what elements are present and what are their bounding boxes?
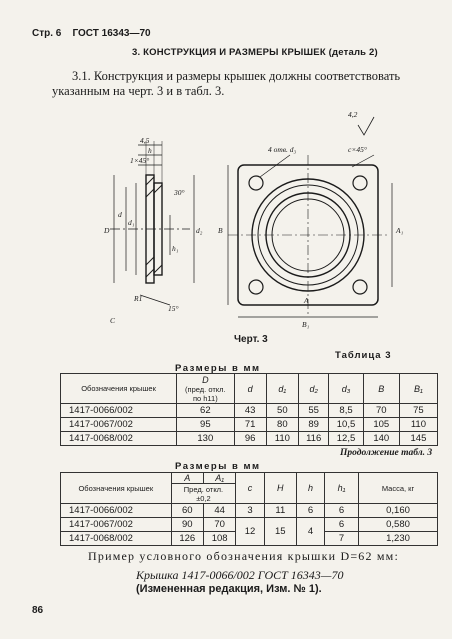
hole-bottom-left bbox=[249, 280, 263, 294]
side-hatch-6 bbox=[154, 265, 162, 273]
t1-r1-d2: 89 bbox=[298, 418, 328, 432]
bottom-leader bbox=[140, 295, 170, 305]
t2-r2-A1: 108 bbox=[203, 532, 235, 546]
roughness-mark bbox=[358, 117, 374, 135]
paragraph-line-2: указанным на черт. 3 и в табл. 3. bbox=[52, 84, 225, 98]
t1-r2-d1: 110 bbox=[266, 432, 298, 446]
table-row bbox=[61, 404, 438, 418]
side-hatch-1 bbox=[146, 177, 154, 185]
t2-h-top: 6 bbox=[296, 504, 324, 518]
t2-H-top: 11 bbox=[264, 504, 296, 518]
table1-title: Размеры в мм bbox=[175, 363, 261, 374]
table-1 bbox=[60, 373, 438, 446]
t2-r2-mass: 1,230 bbox=[359, 532, 438, 546]
t2-header-H: H bbox=[264, 473, 296, 504]
t1-header-D-note1: (пред. откл. bbox=[185, 384, 226, 394]
standard-code: ГОСТ 16343—70 bbox=[72, 28, 151, 39]
label-D: D bbox=[104, 226, 110, 235]
t2-header-h: h bbox=[296, 473, 324, 504]
t2-r1-A: 90 bbox=[171, 518, 203, 532]
label-holes: 4 отв. d₃ bbox=[268, 145, 297, 154]
t1-r0-d1: 50 bbox=[266, 404, 298, 418]
side-hatch-5 bbox=[154, 185, 162, 193]
table-continuation: Продолжение табл. 3 bbox=[340, 448, 433, 458]
page-number: 86 bbox=[32, 605, 44, 616]
table-row bbox=[61, 418, 438, 432]
label-d: d bbox=[118, 210, 122, 219]
t1-header-name: Обозначения крышек bbox=[61, 374, 177, 404]
t2-header-name: Обозначения крышек bbox=[61, 473, 172, 504]
label-d1: d₁ bbox=[128, 218, 135, 227]
t2-h-bottom: 4 bbox=[296, 518, 324, 546]
t1-r1-B1: 110 bbox=[399, 418, 437, 432]
label-B: B bbox=[218, 226, 223, 235]
hole-top-right bbox=[353, 176, 367, 190]
label-C: C bbox=[110, 316, 116, 325]
t1-r1-name: 1417-0067/002 bbox=[61, 418, 177, 432]
side-hatch-3 bbox=[146, 257, 154, 265]
t1-r2-d3: 12,5 bbox=[329, 432, 363, 446]
t2-header-tol2: ±0,2 bbox=[196, 493, 211, 503]
t1-r2-d2: 116 bbox=[298, 432, 328, 446]
t2-c-bottom: 12 bbox=[236, 518, 264, 546]
t2-H-bottom: 15 bbox=[264, 518, 296, 546]
label-4-5: 4,5 bbox=[140, 136, 150, 145]
label-30: 30° bbox=[174, 188, 185, 197]
t1-r0-B: 70 bbox=[363, 404, 399, 418]
t1-r0-d: 43 bbox=[234, 404, 266, 418]
t1-r1-d3: 10,5 bbox=[329, 418, 363, 432]
t2-header-h1: h₁ bbox=[325, 473, 359, 504]
t1-header-d2: d₂ bbox=[298, 374, 328, 404]
t2-r1-mass: 0,580 bbox=[359, 518, 438, 532]
amendment-note: (Измененная редакция, Изм. № 1). bbox=[136, 583, 322, 595]
t2-r0-A1: 44 bbox=[203, 504, 235, 518]
table-2 bbox=[60, 472, 438, 546]
t2-r0-h1: 6 bbox=[325, 504, 359, 518]
t1-r2-B1: 145 bbox=[399, 432, 437, 446]
roughness-value: 4,2 bbox=[348, 110, 358, 119]
t1-r1-B: 105 bbox=[363, 418, 399, 432]
t2-r0-mass: 0,160 bbox=[359, 504, 438, 518]
t2-r0-name: 1417-0066/002 bbox=[61, 504, 172, 518]
table-row bbox=[61, 518, 438, 532]
t2-header-A: A bbox=[171, 473, 203, 484]
t2-header-c: c bbox=[236, 473, 264, 504]
t1-r0-d3: 8,5 bbox=[329, 404, 363, 418]
page-header bbox=[32, 28, 151, 39]
t2-c-top: 3 bbox=[236, 504, 264, 518]
t1-header-d: d bbox=[234, 374, 266, 404]
t2-header-mass: Масса, кг bbox=[359, 473, 438, 504]
page-label: Стр. 6 bbox=[32, 28, 62, 39]
side-hatch-2 bbox=[146, 189, 154, 197]
label-angle: 15° bbox=[168, 304, 179, 313]
t2-r0-A: 60 bbox=[171, 504, 203, 518]
t2-r2-h1: 7 bbox=[325, 532, 359, 546]
table-row bbox=[61, 432, 438, 446]
t2-r2-A: 126 bbox=[171, 532, 203, 546]
t1-header-D-note2: по h11) bbox=[192, 393, 218, 403]
t1-r0-B1: 75 bbox=[399, 404, 437, 418]
t1-header-D bbox=[177, 374, 234, 404]
side-hatch-4 bbox=[146, 269, 154, 277]
t1-header-B1: B₁ bbox=[399, 374, 437, 404]
table-label: Таблица 3 bbox=[335, 350, 392, 361]
t1-r1-D: 95 bbox=[177, 418, 234, 432]
section-title: 3. КОНСТРУКЦИЯ И РАЗМЕРЫ КРЫШЕК (деталь 2) bbox=[132, 47, 378, 58]
label-A1: A₁ bbox=[396, 226, 404, 235]
table2-title: Размеры в мм bbox=[175, 461, 261, 472]
t2-r1-h1: 6 bbox=[325, 518, 359, 532]
paragraph-line-1: 3.1. Конструкция и размеры крышек должны соответствовать bbox=[72, 69, 401, 83]
t1-header-B: B bbox=[363, 374, 399, 404]
t1-r1-d1: 80 bbox=[266, 418, 298, 432]
label-chamfer-1: 1×45° bbox=[130, 156, 150, 165]
label-h: h bbox=[148, 146, 152, 155]
label-chamfer-2: c×45° bbox=[348, 145, 367, 154]
example-designation: Крышка 1417-0066/002 ГОСТ 16343—70 bbox=[136, 568, 344, 582]
t1-r2-D: 130 bbox=[177, 432, 234, 446]
t1-r1-d: 71 bbox=[234, 418, 266, 432]
leader-holes bbox=[260, 155, 290, 177]
t1-r0-D: 62 bbox=[177, 404, 234, 418]
figure-caption: Черт. 3 bbox=[234, 334, 268, 345]
t2-r1-A1: 70 bbox=[203, 518, 235, 532]
t2-header-tol1: Пред. откл. bbox=[183, 484, 224, 494]
t2-header-tolerance bbox=[171, 484, 236, 504]
hole-bottom-right bbox=[353, 280, 367, 294]
t2-r1-name: 1417-0067/002 bbox=[61, 518, 172, 532]
t1-r0-name: 1417-0066/002 bbox=[61, 404, 177, 418]
table-row bbox=[61, 504, 438, 518]
t2-header-A1: A₁ bbox=[203, 473, 235, 484]
label-R: R1 bbox=[134, 294, 143, 303]
label-h1: h₁ bbox=[172, 244, 179, 253]
t1-r2-name: 1417-0068/002 bbox=[61, 432, 177, 446]
t1-r0-d2: 55 bbox=[298, 404, 328, 418]
hole-top-left bbox=[249, 176, 263, 190]
t1-header-d1: d₁ bbox=[266, 374, 298, 404]
label-A: A bbox=[304, 296, 309, 305]
t1-header-d3: d₃ bbox=[329, 374, 363, 404]
technical-drawing bbox=[90, 105, 420, 330]
example-heading: Пример условного обозначения крышки D=62 мм: bbox=[88, 549, 400, 563]
label-d2: d₂ bbox=[196, 226, 203, 235]
t1-r2-B: 140 bbox=[363, 432, 399, 446]
t1-r2-d: 96 bbox=[234, 432, 266, 446]
t2-r2-name: 1417-0068/002 bbox=[61, 532, 172, 546]
t1-header-D-label: D bbox=[202, 374, 209, 385]
label-B1: B₁ bbox=[302, 320, 310, 329]
